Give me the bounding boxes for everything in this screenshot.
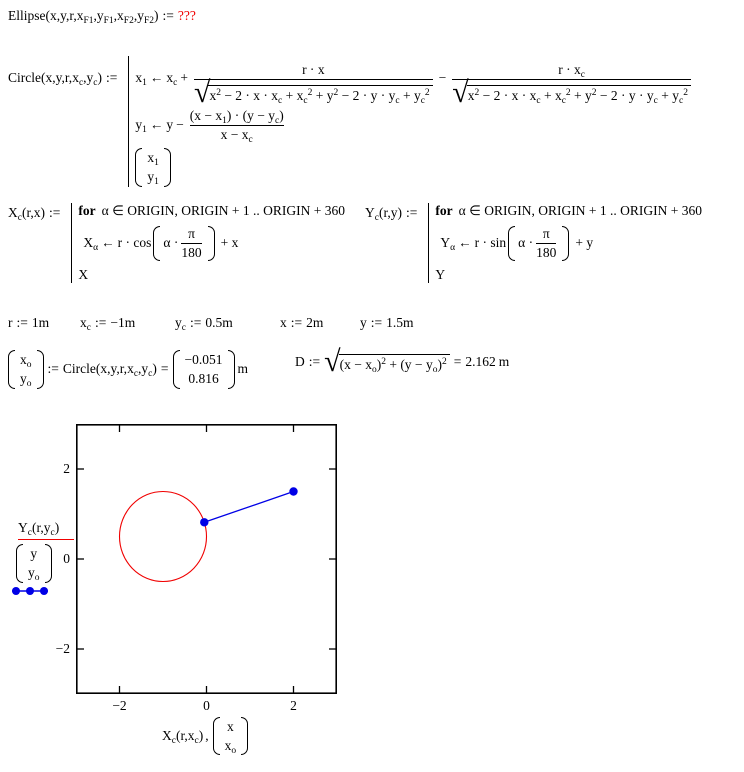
square-root: √ $x^2 - 2 \cdot x \cdot x_c + x_c^2 + y^2 - 2 \cdot y \cdot y_c + y_c^2$: [452, 81, 691, 104]
y-assignment[interactable]: y := 1.5m: [360, 315, 414, 330]
loop-range: α ∈ ORIGIN, ORIGIN + 1 .. ORIGIN + 360: [101, 203, 345, 218]
fraction-bar: [452, 79, 691, 80]
xc-function-definition[interactable]: [8, 203, 345, 283]
fraction-bar: [536, 243, 556, 244]
program-line-y1: $y_1$ ← y − $\frac{(x - x_1) \cdot (y - y_c)}{x - x_c}$: [135, 107, 284, 145]
equals-operator: =: [160, 361, 169, 377]
paren-left: [508, 226, 515, 261]
program-return-vector: [135, 148, 171, 187]
distance-value: 2.162: [465, 353, 496, 369]
paren-right: [562, 226, 569, 261]
xc-lhs: $X_c(r,x)$ :=: [8, 205, 61, 223]
result-x-value: −0.051: [184, 352, 223, 367]
blue-trace-legend-icon: [10, 585, 54, 597]
ellipse-definition[interactable]: [8, 8, 196, 24]
yc-function-definition[interactable]: [365, 203, 702, 283]
distance-equation[interactable]: [295, 345, 510, 378]
assign-operator: :=: [162, 8, 174, 23]
x-tick-label-0: 0: [203, 698, 210, 713]
program-line-x1: $x_1$ ← $x_c$ + r · x √ $x^2 - 2 \cdot x \cdot x_c + x_c^2 + y^2 - 2 \cdot y \cdot y_c + y_c^2$ − $r \cdot x_c$ √ $x^2 - 2 \cdot x \cdot x_c + x_c^2 + y^2 - 2 \cdot y \cdot y_c + y_c^2$: [135, 56, 694, 100]
unit-label: m: [498, 353, 510, 369]
paren-right: [228, 350, 235, 389]
unit-label: m: [237, 361, 249, 377]
paren-left: [173, 350, 180, 389]
parenthesized-group: α · $\frac{\pi}{180}$: [508, 226, 569, 261]
column-vector: y $y_o$: [16, 544, 52, 583]
y-trace1-label: $Y_c(r,y_c)$: [18, 520, 60, 538]
y-tick-label-0: 0: [63, 551, 70, 566]
program-block: [428, 203, 702, 283]
red-trace-legend-line: [18, 539, 74, 540]
for-keyword: for: [435, 203, 453, 218]
circle-call: $Circle(x,y,r,x_c,y_c)$: [62, 361, 157, 380]
square-root: √ $(x - x_o)^2 + (y - y_o)^2$: [324, 350, 450, 373]
return-line: X: [78, 266, 89, 282]
assign-operator: :=: [308, 353, 321, 369]
program-block: [128, 56, 694, 187]
assign-arrow: ←: [149, 69, 164, 85]
fraction-bar: [194, 79, 433, 80]
assign-operator: :=: [49, 205, 61, 220]
r-assignment[interactable]: r := 1m: [8, 315, 50, 330]
fraction: $\frac{\pi}{180}$: [181, 225, 202, 260]
column-vector: x $x_o$: [213, 717, 249, 756]
circle-function-definition[interactable]: [8, 56, 694, 187]
x-assignment[interactable]: x := 2m: [280, 315, 324, 330]
paren-left: [8, 350, 15, 389]
paren-right: [208, 226, 215, 261]
fraction-bar: [190, 125, 284, 126]
x-trace-label: $X_c(r,x_c)$: [162, 728, 204, 747]
radical-sign: √: [452, 75, 469, 109]
xc-assignment[interactable]: $x_c$ := −1m: [80, 315, 136, 333]
fraction: $r \cdot x_c$ √ $x^2 - 2 \cdot x \cdot x_c + x_c^2 + y^2 - 2 \cdot y \cdot y_c + y_c^2$: [452, 62, 691, 106]
variable-name: D: [295, 353, 305, 369]
assign-operator: :=: [106, 70, 118, 85]
x-tick-label-2: 2: [290, 698, 297, 713]
program-block: [71, 203, 345, 283]
xy-plot-canvas[interactable]: [76, 424, 337, 694]
assign-arrow: ←: [458, 235, 472, 251]
paren-right: [37, 350, 44, 389]
x-axis-legend: $X_c(r,x_c)$ , x $x_o$: [162, 712, 248, 760]
paren-left: [213, 717, 220, 756]
paren-right: [241, 717, 248, 756]
result-y-value: 0.816: [188, 370, 219, 386]
paren-left: [153, 226, 160, 261]
loop-body-line: $X_\alpha$ ← r · cos α · $\frac{\pi}{180}$ + x: [83, 225, 239, 260]
result-vector: [173, 350, 235, 389]
assign-operator: :=: [406, 205, 418, 220]
x-tick-label-neg2: −2: [112, 698, 127, 713]
yc-assignment[interactable]: $y_c$ := 0.5m: [175, 315, 233, 333]
y-tick-label-neg2: −2: [55, 641, 70, 656]
y-axis-legend: [10, 520, 74, 602]
assign-operator: :=: [47, 361, 59, 377]
ellipse-placeholder-value: ???: [177, 8, 196, 23]
paren-right: [164, 148, 171, 187]
y-tick-label-2: 2: [63, 461, 70, 476]
radical-sign: √: [324, 345, 341, 378]
radical-sign: √: [193, 75, 211, 109]
assign-arrow: ←: [101, 235, 115, 251]
paren-left: [135, 148, 142, 187]
for-loop-line: [435, 203, 702, 219]
for-loop-line: [78, 203, 345, 219]
loop-body-line: $Y_\alpha$ ← r · sin α · $\frac{\pi}{180}$ + y: [440, 225, 594, 260]
fraction: r · x √ $x^2 - 2 \cdot x \cdot x_c + x_c^2 + y^2 - 2 \cdot y \cdot y_c + y_c^2$: [194, 62, 433, 106]
loop-range: α ∈ ORIGIN, ORIGIN + 1 .. ORIGIN + 360: [458, 203, 702, 218]
paren-left: [16, 544, 23, 583]
fraction-bar: [181, 243, 201, 244]
circle-lhs: $Circle(x,y,r,x_c,y_c)$ :=: [8, 70, 118, 88]
column-vector: $x_o$ $y_o$: [8, 350, 44, 389]
square-root: √ $x^2 - 2 \cdot x \cdot x_c + x_c^2 + y^2 - 2 \cdot y \cdot y_c + y_c^2$: [194, 81, 433, 104]
xy-plot[interactable]: [76, 424, 337, 699]
for-keyword: for: [78, 203, 96, 218]
parenthesized-group: α · $\frac{\pi}{180}$: [153, 226, 214, 261]
y-trace2-label: [16, 544, 74, 583]
fraction: $\frac{\pi}{180}$: [536, 225, 557, 260]
circle-result-equation[interactable]: [8, 350, 248, 389]
assign-arrow: ←: [149, 117, 164, 133]
equals-operator: =: [453, 353, 462, 369]
yc-lhs: $Y_c(r,y)$ :=: [365, 205, 418, 223]
column-vector: $x_1$ $y_1$: [135, 148, 171, 187]
fraction: $\frac{(x - x_1) \cdot (y - y_c)}{x - x_c}$: [189, 107, 284, 145]
paren-right: [45, 544, 52, 583]
function-signature: $Ellipse(x,y,r,x_{F1},y_{F1},x_{F2},y_{F2})$: [8, 8, 159, 26]
return-line: Y: [435, 266, 446, 282]
